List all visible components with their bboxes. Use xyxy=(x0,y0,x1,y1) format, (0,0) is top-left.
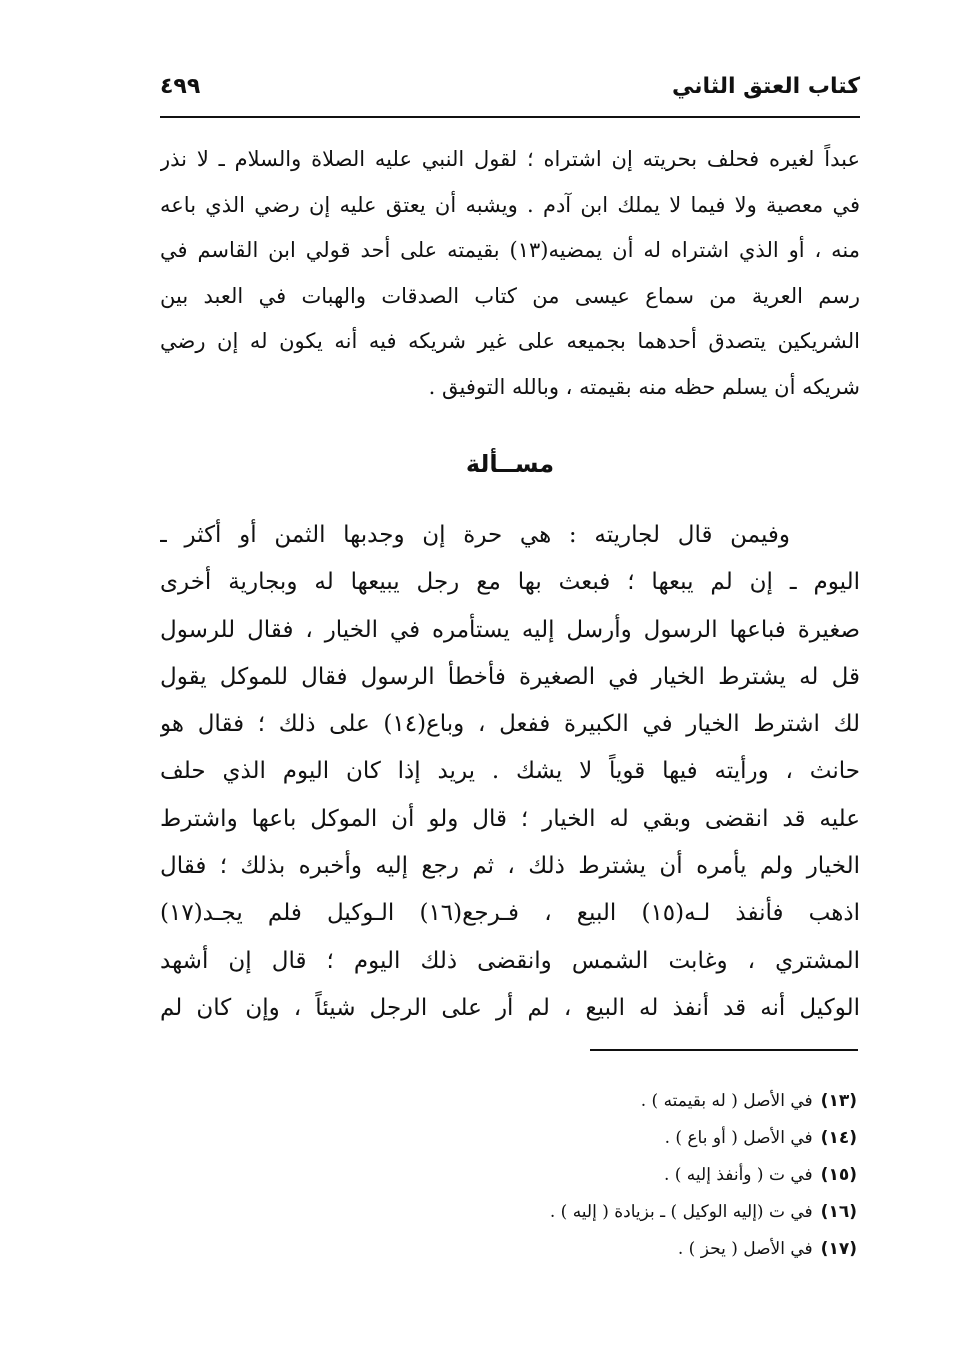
page-number: ٤٩٩ xyxy=(160,74,201,99)
footnote xyxy=(357,1157,857,1194)
text-line: وفيمن قال لجاريته : هي حرة إن وجدبها الثمن أو أكثر ـ xyxy=(160,522,790,548)
text-line: لك اشترط الخيار في الكبيرة ففعل ، وباع(١٤) على ذلك ؛ فقال هو xyxy=(160,711,860,738)
footnote-text: في الأصل ( أو باع ) . xyxy=(664,1128,813,1148)
text-line: الخيار ولم يأمره أن يشترط ذلك ، ثم رجع إليه وأخبره بذلك ؛ فقال xyxy=(160,853,860,880)
text-line: عبداً لغيره فحلف بحريته إن اشتراه ؛ لقول النبي عليه الصلاة والسلام ـ لا نذر xyxy=(160,147,860,171)
section-heading: مســألة xyxy=(465,450,555,478)
footnote-number: (١٥) xyxy=(820,1165,857,1185)
text-line: اذهب فأنفذ لـه(١٥) البيع ، فـرجع(١٦) الـوكيل فلم يجـد(١٧) xyxy=(160,900,860,927)
footnote-number: (١٣) xyxy=(820,1091,857,1111)
running-title: كتاب العتق الثاني xyxy=(671,74,860,99)
footnote-text: في الأصل ( له بقيمته ) . xyxy=(640,1091,813,1111)
text-line: صغيرة فباعها الرسول وأرسل إليه يستأمره في الخيار ، فقال للرسول xyxy=(160,616,860,643)
text-line: منه ، أو الذي اشتراه له أن يمضيه(١٣) بقيمته على أحد قولي ابن القاسم في xyxy=(160,238,860,262)
footnote xyxy=(357,1083,857,1120)
footnote xyxy=(357,1231,857,1268)
text-line: حانث ، ورأيته فيها قوياً لا يشك . يريد إذا كان اليوم الذي حلف xyxy=(160,758,860,785)
page-header xyxy=(160,74,860,114)
text-line: الوكيل أنه قد أنفذ له البيع ، لم أر على الرجل شيئاً ، وإن كان لم xyxy=(160,994,860,1021)
footnote-text: في ت (إليه الوكيل ) ـ بزيادة ( إليه ) . xyxy=(549,1202,813,1222)
issue-paragraph xyxy=(160,512,860,1032)
footnote-separator xyxy=(590,1049,858,1051)
text-line: رسم العرية من سماع عيسى من كتاب الصدقات والهبات في العبد بين xyxy=(160,283,860,308)
text-line: قل له يشترط الخيار في الصغيرة فأخطأ الرسول فقال للموكل يقول xyxy=(160,663,860,690)
text-line: اليوم ـ إن لم يبعها ؛ فبعث بها مع رجل يبيعها له وبجارية أخرى xyxy=(160,569,860,596)
paragraph-continuation xyxy=(160,137,860,410)
footnote-text: في الأصل ( يحز ) . xyxy=(677,1239,813,1259)
footnote xyxy=(357,1120,857,1157)
text-line: في معصية ولا فيما لا يملك ابن آدم . ويشبه أن يعتق عليه إن رضي الذي باعه xyxy=(160,192,860,217)
footnote-text: في ت ( وأنفذ إليه ) . xyxy=(663,1165,813,1185)
footnote xyxy=(357,1194,857,1231)
footnote-number: (١٤) xyxy=(820,1128,857,1148)
footnote-number: (١٦) xyxy=(820,1202,857,1222)
text-line: المشتري ، وغابت الشمس وانقضى ذلك اليوم ؛ قال إن أشهد xyxy=(160,947,860,974)
footnotes xyxy=(357,1083,857,1268)
header-rule xyxy=(160,116,860,118)
text-line: الشريكين يتصدق أحدهما بجميعه على غير شريكه فيه أنه يكون له إن رضي xyxy=(160,329,860,353)
text-line: شريكه أن يسلم حظه منه بقيمته ، وبالله التوفيق . xyxy=(428,374,860,399)
text-line: عليه قد انقضى وبقي له الخيار ؛ قال ولو أن الموكل باعها واشترط xyxy=(160,805,860,832)
footnote-number: (١٧) xyxy=(820,1239,857,1259)
